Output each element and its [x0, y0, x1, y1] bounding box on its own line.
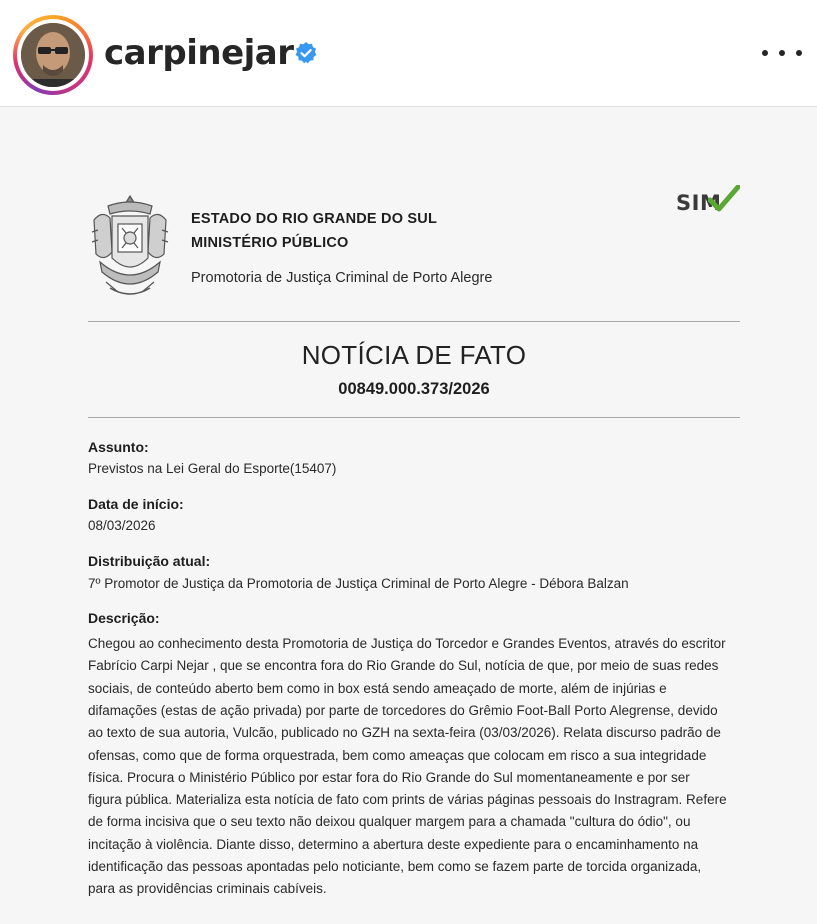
org-ministry-name: MINISTÉRIO PÚBLICO: [191, 235, 349, 251]
description-line: identificação das pessoas apontadas pelo noticiante, bem como se fazem parte de torcida organizada,: [88, 859, 702, 874]
distribution-label: Distribuição atual:: [88, 553, 211, 569]
divider: [88, 321, 740, 322]
start-date-label: Data de início:: [88, 496, 184, 512]
description-line: ao texto de sua autoria, Vulcão, publicado no GZH na sexta-feira (03/03/2026). Relata discurso padrão de: [88, 725, 721, 740]
story-ring[interactable]: [13, 15, 93, 95]
more-options-button[interactable]: [762, 40, 802, 66]
org-office-name: Promotoria de Justiça Criminal de Porto Alegre: [191, 270, 493, 286]
subject-label: Assunto:: [88, 439, 149, 455]
org-state-name: ESTADO DO RIO GRANDE DO SUL: [191, 211, 438, 227]
description-line: ofensas, como que de forma orquestrada, bem como ameaças que colocam em risco a sua integridade: [88, 748, 707, 763]
sim-logo: [676, 185, 740, 217]
description-line: incitação à violência. Diante disso, determino a abertura deste expediente para o encaminhamento na: [88, 837, 699, 852]
post-header: [0, 0, 817, 107]
distribution-value: 7º Promotor de Justiça da Promotoria de Justiça Criminal de Porto Alegre - Débora Balzan: [88, 576, 629, 591]
start-date-value: 08/03/2026: [88, 518, 156, 533]
avatar-portrait-icon: [21, 23, 85, 87]
username[interactable]: carpinejar: [104, 33, 294, 73]
verified-badge-icon: [294, 41, 318, 65]
description-line: sociais, de conteúdo aberto bem como in box está sendo ameaçado de morte, além de injúrias e: [88, 681, 667, 696]
document-title: NOTÍCIA DE FATO: [301, 340, 527, 370]
description-line: física. Procura o Ministério Público por estar fora do Rio Grande do Sul momentaneamente e por ser: [88, 770, 690, 785]
more-options-icon: [762, 50, 768, 56]
description-line: Fabrício Carpi Nejar , que se encontra fora do Rio Grande do Sul, notícia de que, por meio de suas redes: [88, 658, 719, 673]
description-line: figura pública. Materializa esta notícia de fato com prints de várias páginas pessoais do Instragram. Refere: [88, 792, 727, 807]
description-line: de forma incisiva que o seu texto não deixou qualquer margem para a chamada "cultura do ódio", ou: [88, 814, 691, 829]
document-number: 00849.000.373/2026: [338, 380, 490, 398]
avatar[interactable]: [21, 23, 85, 87]
sim-logo-text: SIM: [676, 191, 722, 215]
divider: [88, 417, 740, 418]
description-line: para as providências criminais cabíveis.: [88, 881, 327, 896]
subject-value: Previstos na Lei Geral do Esporte(15407): [88, 461, 337, 476]
description-label: Descrição:: [88, 610, 160, 626]
description-line: difamações (estas de ação privada) por parte de torcedores do Grêmio Foot-Ball Porto Alegrense, devido: [88, 703, 718, 718]
checkmark-icon: [708, 185, 740, 213]
document-image: [0, 107, 817, 924]
description-line: Chegou ao conhecimento desta Promotoria de Justiça do Torcedor e Grandes Eventos, através do escritor: [88, 636, 726, 651]
state-coat-of-arms-icon: [88, 192, 172, 304]
